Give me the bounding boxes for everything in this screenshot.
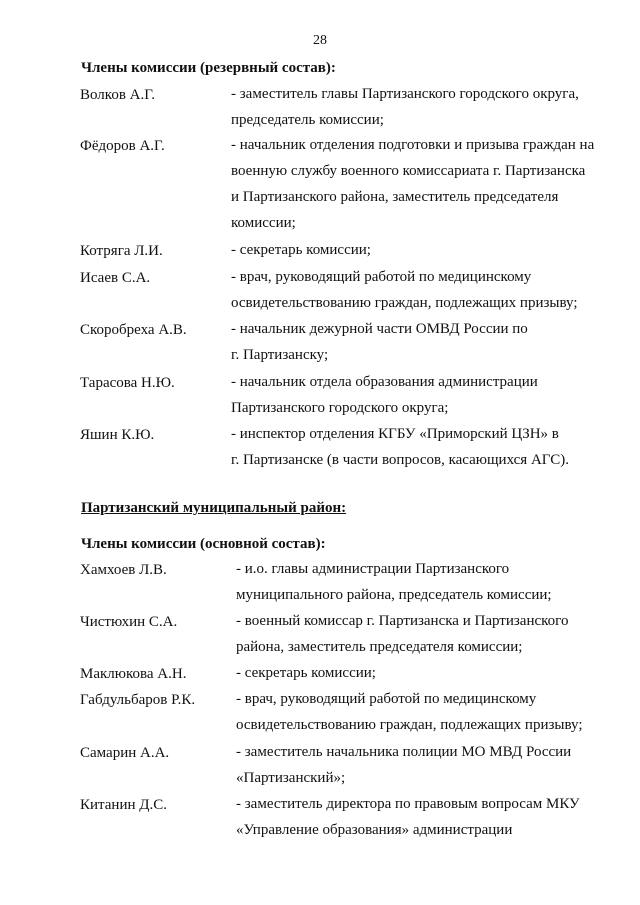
- district-heading: Партизанский муниципальный район:: [81, 500, 347, 516]
- member-description: [231, 132, 607, 236]
- description-line: - заместитель главы Партизанского городского округа,: [231, 86, 579, 102]
- member-name: Исаев С.А.: [80, 270, 151, 286]
- description-line: - начальник отделения подготовки и призыва граждан на: [231, 137, 595, 153]
- member-name: Тарасова Н.Ю.: [80, 375, 175, 391]
- member-name: Хамхоев Л.В.: [80, 562, 167, 578]
- description-line: «Партизанский»;: [236, 770, 346, 786]
- member-name: Самарин А.А.: [80, 745, 170, 761]
- description-line: - заместитель директора по правовым вопросам МКУ: [236, 796, 580, 812]
- description-line: района, заместитель председателя комиссии;: [236, 639, 523, 655]
- member-name: Фёдоров А.Г.: [80, 138, 165, 154]
- section-heading-reserve: Члены комиссии (резервный состав):: [81, 60, 336, 76]
- description-line: военную службу военного комиссариата г. Партизанска: [231, 163, 586, 179]
- member-description: [236, 608, 607, 660]
- description-line: - секретарь комиссии;: [231, 242, 371, 258]
- description-line: председатель комиссии;: [231, 112, 384, 128]
- description-line: «Управление образования» администрации: [236, 822, 513, 838]
- member-name: Яшин К.Ю.: [80, 427, 155, 443]
- description-line: - начальник отдела образования администрации: [231, 374, 538, 390]
- member-description: [231, 421, 607, 473]
- member-description: [231, 237, 607, 263]
- member-name: Волков А.Г.: [80, 87, 155, 103]
- description-line: - врач, руководящий работой по медицинскому: [231, 269, 532, 285]
- member-description: [231, 81, 607, 133]
- member-description: [236, 686, 607, 738]
- description-line: муниципального района, председатель комиссии;: [236, 587, 552, 603]
- member-description: [236, 556, 607, 608]
- member-name: Чистюхин С.А.: [80, 614, 178, 630]
- member-name: Котряга Л.И.: [80, 243, 163, 259]
- description-line: и Партизанского района, заместитель председателя: [231, 189, 559, 205]
- member-name: Маклюкова А.Н.: [80, 666, 187, 682]
- member-name: Скоробреха А.В.: [80, 322, 187, 338]
- description-line: г. Партизанске (в части вопросов, касающихся АГС).: [231, 452, 569, 468]
- member-description: [236, 791, 607, 843]
- member-name: Габдульбаров Р.К.: [80, 692, 196, 708]
- description-line: - военный комиссар г. Партизанска и Партизанского: [236, 613, 569, 629]
- member-description: [236, 660, 607, 686]
- member-description: [231, 264, 607, 316]
- page-number: 28: [313, 33, 327, 48]
- description-line: освидетельствованию граждан, подлежащих призыву;: [231, 295, 578, 311]
- section-heading-main: Члены комиссии (основной состав):: [81, 536, 326, 552]
- member-description: [231, 316, 607, 368]
- description-line: - секретарь комиссии;: [236, 665, 376, 681]
- member-name: Китанин Д.С.: [80, 797, 167, 813]
- description-line: Партизанского городского округа;: [231, 400, 449, 416]
- description-line: - инспектор отделения КГБУ «Приморский ЦЗН» в: [231, 426, 559, 442]
- member-description: [236, 739, 607, 791]
- description-line: - врач, руководящий работой по медицинскому: [236, 691, 537, 707]
- description-line: освидетельствованию граждан, подлежащих призыву;: [236, 717, 583, 733]
- description-line: - и.о. главы администрации Партизанского: [236, 561, 510, 577]
- description-line: г. Партизанску;: [231, 347, 329, 363]
- description-line: - начальник дежурной части ОМВД России по: [231, 321, 528, 337]
- member-description: [231, 369, 607, 421]
- description-line: комиссии;: [231, 215, 296, 231]
- description-line: - заместитель начальника полиции МО МВД России: [236, 744, 572, 760]
